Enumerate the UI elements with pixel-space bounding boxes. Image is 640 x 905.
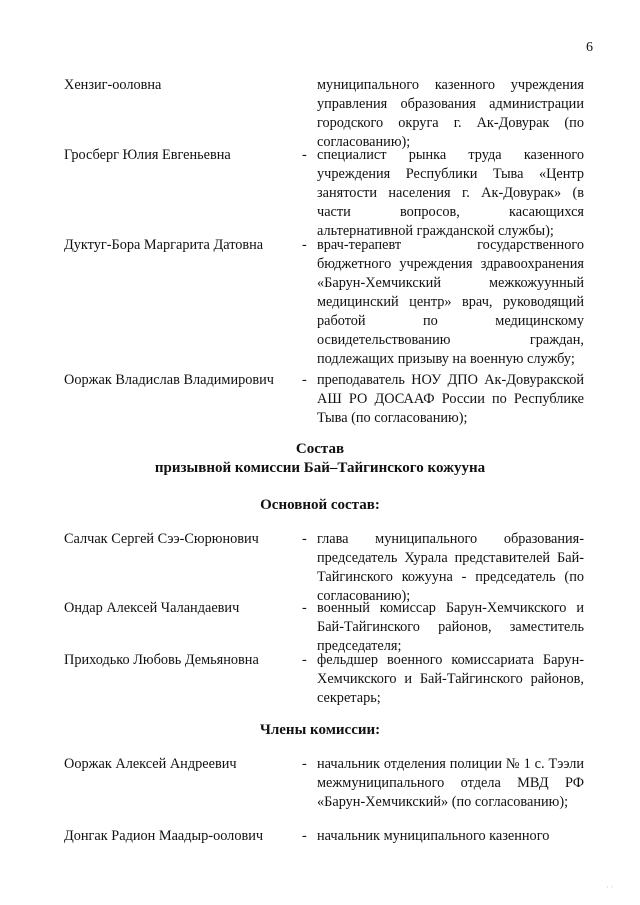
member-dash: -	[302, 600, 307, 616]
member-dash: -	[302, 372, 307, 388]
member-name: Донгак Радион Маадыр-оолович	[64, 828, 264, 844]
member-description: преподаватель НОУ ДПО Ак-Довуракской АШ РО ДОСААФ России по Республике Тыва (по согласованию);	[317, 372, 584, 426]
page-number: 6	[586, 40, 593, 55]
member-description: врач-терапевт государственного бюджетного учреждения здравоохранения «Барун-Хемчикский межкожуунный медицинский центр» врач, руководящий работой по медицинскому освидетельствованию граждан, подлежащих призыву на военную службу;	[317, 237, 584, 367]
member-name: Дуктуг-Бора Маргарита Датовна	[64, 237, 264, 253]
member-name: Приходько Любовь Демьяновна	[64, 652, 259, 668]
member-dash: -	[302, 756, 307, 772]
main-composition-heading: Основной состав:	[260, 497, 380, 513]
member-name: Хензиг-ооловна	[64, 77, 162, 93]
member-dash: -	[302, 828, 307, 844]
member-dash: -	[302, 531, 307, 547]
member-description: начальник муниципального казенного	[317, 828, 550, 844]
member-name: Ондар Алексей Чаландаевич	[64, 600, 240, 616]
member-description: начальник отделения полиции № 1 с. Тээли межмуниципального отдела МВД РФ «Барун-Хемчикский» (по согласованию);	[317, 756, 584, 810]
member-dash: -	[302, 147, 307, 163]
member-dash: -	[302, 652, 307, 668]
member-description: специалист рынка труда казенного учреждения Республики Тыва «Центр занятости населения г. Ак-Довурак» (в части вопросов, касающихся альтернативной гражданской службы);	[317, 147, 584, 239]
member-dash: -	[302, 237, 307, 253]
member-name: Гросберг Юлия Евгеньевна	[64, 147, 231, 163]
member-name: Ооржак Владислав Владимирович	[64, 372, 274, 388]
corner-mark: · ·	[606, 883, 614, 892]
section-subtitle: призывной комиссии Бай–Тайгинского кожууна	[154, 460, 486, 476]
member-description: военный комиссар Барун-Хемчикского и Бай-Тайгинского районов, заместитель председателя;	[317, 600, 584, 654]
member-description: фельдшер военного комиссариата Барун-Хемчикского и Бай-Тайгинского районов, секретарь;	[317, 652, 584, 706]
members-heading: Члены комиссии:	[259, 722, 381, 738]
member-description: муниципального казенного учреждения управления образования администрации городского округа г. Ак-Довурак (по согласованию);	[317, 77, 584, 150]
member-name: Ооржак Алексей Андреевич	[64, 756, 237, 772]
section-title: Состав	[295, 441, 345, 457]
member-name: Салчак Сергей Сээ-Сюрюнович	[64, 531, 259, 547]
member-description: глава муниципального образования-председатель Хурала представителей Бай-Тайгинского кожууна - председатель (по согласованию);	[317, 531, 584, 604]
